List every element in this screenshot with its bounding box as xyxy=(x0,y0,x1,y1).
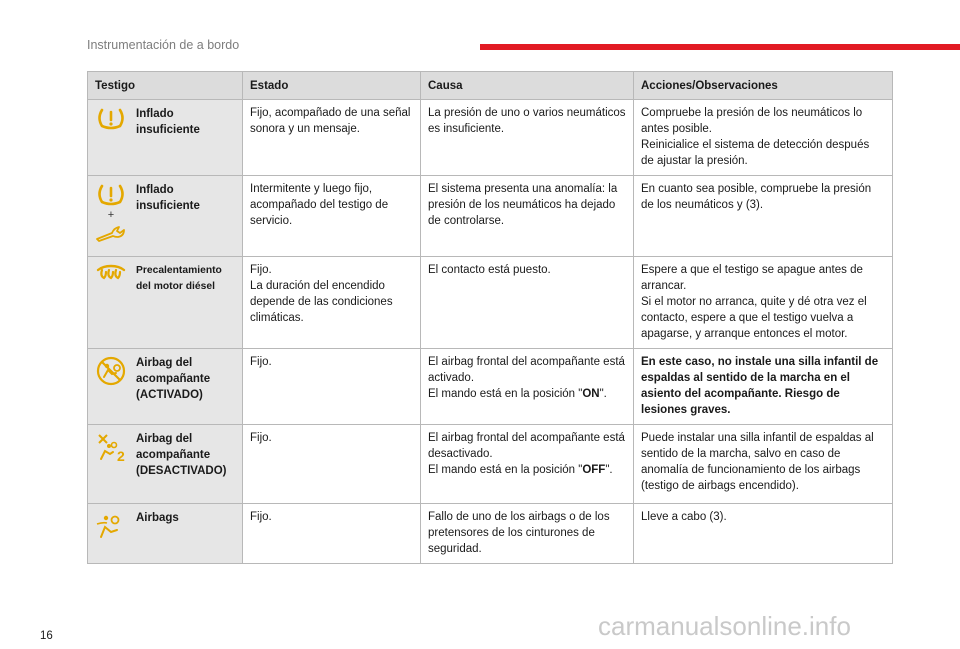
tire-pressure-icon xyxy=(96,182,126,208)
causa-cell xyxy=(421,349,634,425)
airbag-fault-icon xyxy=(95,510,127,540)
causa-text: El mando está en la posición "OFF". xyxy=(428,464,613,476)
acciones-text: Si el motor no arranca, quite y dé otra vez el contacto, espere a que el testigo vuelva a apagarse, y arranque entonces el motor. xyxy=(641,296,867,340)
plus-sign: + xyxy=(107,209,115,221)
indicator-cell xyxy=(88,257,243,349)
acciones-text: Puede instalar una silla infantil de espaldas al sentido de la marcha, salvo en caso de anomalía de funcionamiento de los airbags (testigo de airbags encendido). xyxy=(641,432,874,492)
estado-text: Fijo. xyxy=(250,356,272,368)
column-header: Estado xyxy=(243,72,421,100)
estado-cell xyxy=(243,257,421,349)
causa-text: La presión de uno o varios neumáticos es insuficiente. xyxy=(428,107,626,135)
column-header: Testigo xyxy=(88,72,243,100)
acciones-text: Lleve a cabo (3). xyxy=(641,511,727,523)
table-row xyxy=(88,425,893,504)
section-title: Instrumentación de a bordo xyxy=(87,38,240,52)
glow-plug-icon xyxy=(95,263,127,283)
estado-cell xyxy=(243,176,421,257)
acciones-cell xyxy=(634,349,893,425)
tire-pressure-icon xyxy=(96,106,126,132)
causa-cell xyxy=(421,257,634,349)
indicator-name: Inflado insuficiente xyxy=(136,108,200,136)
header-accent-bar xyxy=(480,44,960,50)
watermark: carmanualsonline.info xyxy=(598,611,851,641)
warning-text: En este caso, no instale una silla infantil de espaldas al sentido de la marcha en el asiento del acompañante. Riesgo de lesiones graves. xyxy=(641,356,879,416)
indicator-cell xyxy=(88,349,243,425)
causa-text: El sistema presenta una anomalía: la presión de los neumáticos ha dejado de controlarse. xyxy=(428,183,618,227)
indicator-name: Precalentamiento del motor diésel xyxy=(136,265,222,292)
estado-cell xyxy=(243,504,421,564)
causa-text: Fallo de uno de los airbags o de los pretensores de los cinturones de seguridad. xyxy=(428,511,610,555)
acciones-cell xyxy=(634,100,893,176)
causa-cell xyxy=(421,176,634,257)
warning-lights-table xyxy=(87,71,893,564)
estado-text: Fijo. xyxy=(250,264,272,276)
switch-position: ON xyxy=(582,388,600,400)
estado-text: La duración del encendido depende de las condiciones climáticas. xyxy=(250,280,393,324)
causa-text: El airbag frontal del acompañante está desactivado. xyxy=(428,432,625,460)
acciones-text: Reinicialice el sistema de detección después de ajustar la presión. xyxy=(641,139,870,167)
page-number: 16 xyxy=(40,630,53,642)
causa-text: El mando está en la posición "ON". xyxy=(428,388,607,400)
indicator-name: Airbag del acompañante (ACTIVADO) xyxy=(136,357,211,401)
estado-text: Intermitente y luego fijo, acompañado del testigo de servicio. xyxy=(250,183,389,227)
acciones-text: Compruebe la presión de los neumáticos lo antes posible. xyxy=(641,107,863,135)
causa-text: El airbag frontal del acompañante está activado. xyxy=(428,356,625,384)
estado-text: Fijo. xyxy=(250,511,272,523)
acciones-cell xyxy=(634,504,893,564)
indicator-name: Airbags xyxy=(136,512,179,524)
indicator-cell xyxy=(88,176,243,257)
table-row xyxy=(88,504,893,564)
acciones-cell xyxy=(634,257,893,349)
passenger-airbag-on-icon xyxy=(95,355,127,387)
passenger-airbag-off-icon xyxy=(95,431,127,463)
acciones-cell xyxy=(634,176,893,257)
acciones-cell xyxy=(634,425,893,504)
indicator-cell xyxy=(88,425,243,504)
causa-cell xyxy=(421,504,634,564)
switch-position: OFF xyxy=(582,464,606,476)
column-header: Causa xyxy=(421,72,634,100)
table-row xyxy=(88,257,893,349)
table-header-row xyxy=(88,72,893,100)
table-row xyxy=(88,176,893,257)
causa-cell xyxy=(421,425,634,504)
table-row xyxy=(88,100,893,176)
indicator-name: Inflado insuficiente xyxy=(136,184,200,212)
estado-cell xyxy=(243,100,421,176)
wrench-icon xyxy=(94,224,128,242)
table-row xyxy=(88,349,893,425)
estado-cell xyxy=(243,349,421,425)
column-header: Acciones/Observaciones xyxy=(634,72,893,100)
acciones-text: Espere a que el testigo se apague antes de arrancar. xyxy=(641,264,863,292)
causa-cell xyxy=(421,100,634,176)
acciones-text: En cuanto sea posible, compruebe la presión de los neumáticos y (3). xyxy=(641,183,872,211)
indicator-cell xyxy=(88,100,243,176)
causa-text: El contacto está puesto. xyxy=(428,264,551,276)
svg-text:2: 2 xyxy=(117,448,125,463)
estado-text: Fijo. xyxy=(250,432,272,444)
estado-text: Fijo, acompañado de una señal sonora y un mensaje. xyxy=(250,107,411,135)
indicator-cell xyxy=(88,504,243,564)
indicator-name: Airbag del acompañante (DESACTIVADO) xyxy=(136,433,227,477)
estado-cell xyxy=(243,425,421,504)
